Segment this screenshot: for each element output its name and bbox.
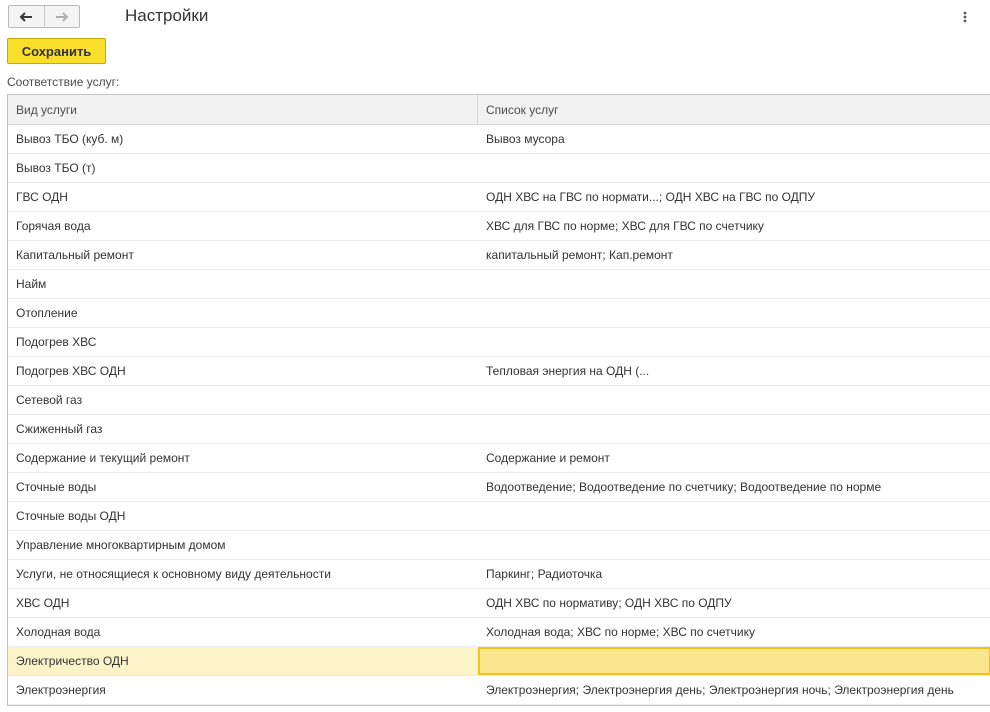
cell-services-list[interactable]: Содержание и ремонт: [486, 451, 610, 465]
cell-service-type[interactable]: Вывоз ТБО (т): [16, 161, 96, 175]
table-row[interactable]: [8, 270, 990, 299]
cell-services-list[interactable]: [478, 154, 990, 182]
table-row[interactable]: [8, 415, 990, 444]
cell-services-list[interactable]: [478, 270, 990, 298]
table-row[interactable]: [8, 386, 990, 415]
cell-service-type[interactable]: Отопление: [16, 306, 78, 320]
cell-service-type[interactable]: Услуги, не относящиеся к основному виду деятельности: [16, 567, 331, 581]
services-mapping-label: Соответствие услуг:: [7, 75, 120, 89]
cell-services-list[interactable]: [478, 415, 990, 443]
table-row[interactable]: [8, 589, 990, 618]
cell-services-list[interactable]: капитальный ремонт; Кап.ремонт: [486, 248, 673, 262]
cell-services-list[interactable]: [478, 647, 990, 675]
cell-services-list[interactable]: Электроэнергия; Электроэнергия день; Электроэнергия ночь; Электроэнергия день: [486, 683, 954, 697]
cell-service-type[interactable]: Найм: [16, 277, 47, 291]
cell-service-type[interactable]: Управление многоквартирным домом: [16, 538, 226, 552]
cell-services-list[interactable]: [478, 386, 990, 414]
table-header: [8, 95, 990, 125]
cell-services-list[interactable]: Тепловая энергия на ОДН (...: [486, 364, 650, 378]
cell-services-list[interactable]: Паркинг; Радиоточка: [486, 567, 603, 581]
table-row[interactable]: [8, 183, 990, 212]
table-row[interactable]: [8, 125, 990, 154]
cell-service-type[interactable]: Холодная вода: [16, 625, 101, 639]
cell-services-list[interactable]: ОДН ХВС на ГВС по нормати...; ОДН ХВС на ГВС по ОДПУ: [486, 190, 816, 204]
column-header-services-list[interactable]: Список услуг: [486, 103, 559, 117]
cell-services-list[interactable]: ОДН ХВС по нормативу; ОДН ХВС по ОДПУ: [486, 596, 732, 610]
arrow-left-icon: [19, 12, 33, 22]
cell-service-type[interactable]: Электроэнергия: [16, 683, 106, 697]
cell-service-type[interactable]: Содержание и текущий ремонт: [16, 451, 190, 465]
cell-service-type[interactable]: Электричество ОДН: [16, 654, 129, 668]
cell-service-type[interactable]: ГВС ОДН: [16, 190, 68, 204]
cell-service-type[interactable]: Подогрев ХВС: [16, 335, 97, 349]
table-row[interactable]: [8, 647, 990, 676]
table-row[interactable]: [8, 560, 990, 589]
cell-service-type[interactable]: Сточные воды: [16, 480, 97, 494]
cell-services-list[interactable]: Водоотведение; Водоотведение по счетчику; Водоотведение по норме: [486, 480, 882, 494]
cell-service-type[interactable]: Горячая вода: [16, 219, 91, 233]
cell-service-type[interactable]: Капитальный ремонт: [16, 248, 134, 262]
table-row[interactable]: [8, 618, 990, 647]
table-row[interactable]: [8, 241, 990, 270]
table-row[interactable]: [8, 676, 990, 705]
save-button[interactable]: Сохранить: [7, 38, 106, 64]
vertical-dots-icon: [963, 11, 967, 23]
table-row[interactable]: [8, 212, 990, 241]
cell-services-list[interactable]: [478, 531, 990, 559]
column-header-service-type[interactable]: Вид услуги: [8, 95, 478, 124]
table-row[interactable]: [8, 502, 990, 531]
cell-service-type[interactable]: ХВС ОДН: [16, 596, 70, 610]
cell-service-type[interactable]: Сетевой газ: [16, 393, 83, 407]
more-actions-button[interactable]: [957, 7, 973, 27]
arrow-right-icon: [55, 12, 69, 22]
cell-services-list[interactable]: Вывоз мусора: [486, 132, 565, 146]
cell-services-list[interactable]: [478, 328, 990, 356]
table-row[interactable]: [8, 154, 990, 183]
table-row[interactable]: [8, 357, 990, 386]
navigation-buttons: [8, 5, 80, 28]
title-bar: [0, 0, 990, 34]
cell-services-list[interactable]: [478, 299, 990, 327]
cell-service-type[interactable]: Сжиженный газ: [16, 422, 103, 436]
cell-service-type[interactable]: Подогрев ХВС ОДН: [16, 364, 126, 378]
cell-service-type[interactable]: Сточные воды ОДН: [16, 509, 126, 523]
page-title: Настройки: [125, 6, 209, 25]
back-button[interactable]: [9, 6, 44, 27]
table-row[interactable]: [8, 444, 990, 473]
cell-service-type[interactable]: Вывоз ТБО (куб. м): [16, 132, 124, 146]
table-body: [8, 125, 990, 705]
table-row[interactable]: [8, 328, 990, 357]
table-row[interactable]: [8, 299, 990, 328]
forward-button[interactable]: [44, 6, 80, 27]
cell-services-list[interactable]: ХВС для ГВС по норме; ХВС для ГВС по счетчику: [486, 219, 764, 233]
table-row[interactable]: [8, 531, 990, 560]
cell-services-list[interactable]: [478, 502, 990, 530]
table-row[interactable]: [8, 473, 990, 502]
services-mapping-table: [7, 94, 990, 706]
cell-services-list[interactable]: Холодная вода; ХВС по норме; ХВС по счетчику: [486, 625, 755, 639]
